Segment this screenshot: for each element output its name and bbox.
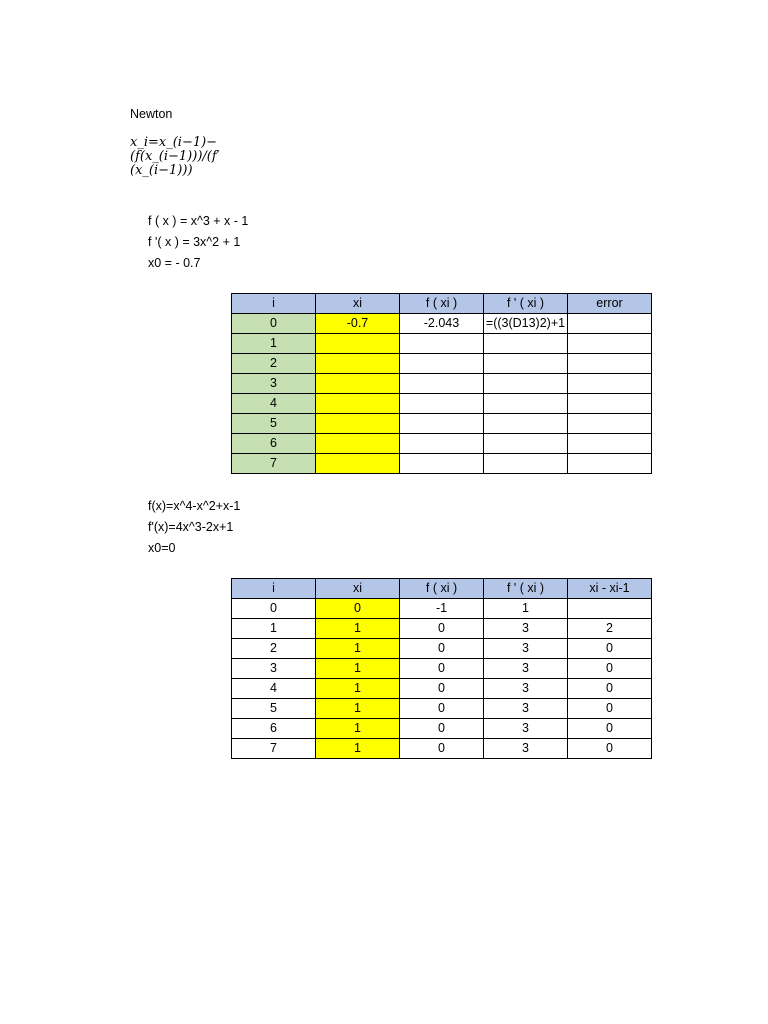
cell-i[interactable]: 1 [232, 619, 316, 639]
cell-i[interactable]: 1 [232, 334, 316, 354]
cell-xi[interactable]: 1 [316, 699, 400, 719]
cell-f-xi[interactable]: 0 [400, 639, 484, 659]
cell-f-xi[interactable]: -1 [400, 599, 484, 619]
cell-xi-diff[interactable] [568, 599, 652, 619]
cell-i[interactable]: 2 [232, 639, 316, 659]
page-title: Newton [130, 107, 173, 121]
cell-i[interactable]: 6 [232, 434, 316, 454]
problem1-table [231, 293, 652, 474]
cell-f-xi[interactable] [400, 434, 484, 454]
header-fprime-xi[interactable]: f ' ( xi ) [484, 294, 568, 314]
cell-fprime-xi[interactable] [484, 434, 568, 454]
cell-fprime-xi[interactable]: 3 [484, 639, 568, 659]
cell-xi[interactable]: 1 [316, 659, 400, 679]
cell-error[interactable] [568, 394, 652, 414]
cell-i[interactable]: 2 [232, 354, 316, 374]
header-error[interactable]: error [568, 294, 652, 314]
cell-f-xi[interactable]: 0 [400, 659, 484, 679]
cell-i[interactable]: 5 [232, 414, 316, 434]
cell-fprime-xi[interactable] [484, 354, 568, 374]
table-row [232, 719, 652, 739]
cell-xi-diff[interactable]: 0 [568, 639, 652, 659]
table-row [232, 679, 652, 699]
table-row [232, 599, 652, 619]
table-row [232, 334, 652, 354]
cell-error[interactable] [568, 374, 652, 394]
cell-xi[interactable] [316, 434, 400, 454]
table-row [232, 354, 652, 374]
table-row [232, 434, 652, 454]
table-row [232, 659, 652, 679]
cell-fprime-xi[interactable] [484, 454, 568, 474]
problem1-derivative: f '( x ) = 3x^2 + 1 [148, 235, 241, 249]
cell-xi-diff[interactable]: 0 [568, 699, 652, 719]
cell-xi[interactable] [316, 394, 400, 414]
table-row [232, 414, 652, 434]
cell-xi[interactable]: 1 [316, 719, 400, 739]
cell-fprime-xi[interactable]: 3 [484, 659, 568, 679]
formula-line-1: x_i=x_(i−1)− [130, 135, 218, 150]
cell-error[interactable] [568, 434, 652, 454]
problem1-header-row [232, 294, 652, 314]
cell-f-xi[interactable]: 0 [400, 619, 484, 639]
header-xi[interactable]: xi [316, 294, 400, 314]
problem2-derivative: f'(x)=4x^3-2x+1 [148, 520, 234, 534]
newton-formula [130, 136, 240, 178]
cell-fprime-xi[interactable]: 3 [484, 619, 568, 639]
cell-i[interactable]: 4 [232, 394, 316, 414]
cell-xi[interactable]: 0 [316, 599, 400, 619]
cell-i[interactable]: 3 [232, 659, 316, 679]
cell-fprime-xi[interactable] [484, 414, 568, 434]
table-row [232, 374, 652, 394]
cell-f-xi[interactable]: 0 [400, 699, 484, 719]
cell-i[interactable]: 6 [232, 719, 316, 739]
formula-line-3: (x_(i−1))) [130, 163, 193, 178]
cell-xi[interactable] [316, 374, 400, 394]
cell-xi-diff[interactable]: 0 [568, 739, 652, 759]
cell-error[interactable] [568, 354, 652, 374]
cell-xi[interactable]: 1 [316, 619, 400, 639]
cell-xi-diff[interactable]: 0 [568, 719, 652, 739]
cell-xi[interactable] [316, 334, 400, 354]
cell-xi[interactable] [316, 414, 400, 434]
problem2-function: f(x)=x^4-x^2+x-1 [148, 499, 241, 513]
cell-fprime-xi[interactable] [484, 374, 568, 394]
problem1-initial-value: x0 = - 0.7 [148, 256, 201, 270]
cell-f-xi[interactable]: 0 [400, 679, 484, 699]
cell-f-xi[interactable] [400, 414, 484, 434]
table-row [232, 454, 652, 474]
cell-fprime-xi[interactable]: 1 [484, 599, 568, 619]
cell-error[interactable] [568, 414, 652, 434]
cell-xi-diff[interactable]: 0 [568, 679, 652, 699]
cell-xi[interactable]: 1 [316, 679, 400, 699]
cell-f-xi[interactable] [400, 334, 484, 354]
header-xi-diff[interactable]: xi - xi-1 [568, 579, 652, 599]
table-row [232, 699, 652, 719]
cell-fprime-xi[interactable]: 3 [484, 699, 568, 719]
cell-xi-diff[interactable]: 0 [568, 659, 652, 679]
cell-xi[interactable]: 1 [316, 639, 400, 659]
table-row [232, 394, 652, 414]
cell-f-xi[interactable] [400, 454, 484, 474]
cell-fprime-xi[interactable] [484, 334, 568, 354]
cell-i[interactable]: 7 [232, 454, 316, 474]
table-row [232, 619, 652, 639]
cell-xi[interactable]: -0.7 [316, 314, 400, 334]
problem1-function: f ( x ) = x^3 + x - 1 [148, 214, 249, 228]
cell-fprime-xi[interactable]: 3 [484, 739, 568, 759]
table-row [232, 739, 652, 759]
table-row [232, 639, 652, 659]
header-f-xi[interactable]: f ( xi ) [400, 579, 484, 599]
cell-i[interactable]: 0 [232, 599, 316, 619]
cell-f-xi[interactable]: 0 [400, 719, 484, 739]
cell-i[interactable]: 4 [232, 679, 316, 699]
header-fprime-xi[interactable]: f ' ( xi ) [484, 579, 568, 599]
problem2-table [231, 578, 652, 759]
cell-fprime-xi[interactable]: =((3(D13)2)+1 [484, 314, 568, 334]
cell-fprime-xi[interactable] [484, 394, 568, 414]
cell-i[interactable]: 3 [232, 374, 316, 394]
cell-fprime-xi[interactable]: 3 [484, 719, 568, 739]
cell-f-xi[interactable]: -2.043 [400, 314, 484, 334]
cell-xi[interactable]: 1 [316, 739, 400, 759]
cell-xi[interactable] [316, 454, 400, 474]
cell-i[interactable]: 0 [232, 314, 316, 334]
header-xi[interactable]: xi [316, 579, 400, 599]
cell-f-xi[interactable] [400, 354, 484, 374]
header-i[interactable]: i [232, 579, 316, 599]
header-i[interactable]: i [232, 294, 316, 314]
header-f-xi[interactable]: f ( xi ) [400, 294, 484, 314]
cell-error[interactable] [568, 314, 652, 334]
problem2-header-row [232, 579, 652, 599]
cell-fprime-xi[interactable]: 3 [484, 679, 568, 699]
cell-xi-diff[interactable]: 2 [568, 619, 652, 639]
cell-f-xi[interactable] [400, 394, 484, 414]
table-row [232, 314, 652, 334]
cell-error[interactable] [568, 454, 652, 474]
cell-xi[interactable] [316, 354, 400, 374]
problem2-initial-value: x0=0 [148, 541, 176, 555]
formula-line-2: (f(x_(i−1)))/(f′ [130, 149, 220, 164]
cell-i[interactable]: 5 [232, 699, 316, 719]
cell-i[interactable]: 7 [232, 739, 316, 759]
cell-error[interactable] [568, 334, 652, 354]
cell-f-xi[interactable] [400, 374, 484, 394]
cell-f-xi[interactable]: 0 [400, 739, 484, 759]
